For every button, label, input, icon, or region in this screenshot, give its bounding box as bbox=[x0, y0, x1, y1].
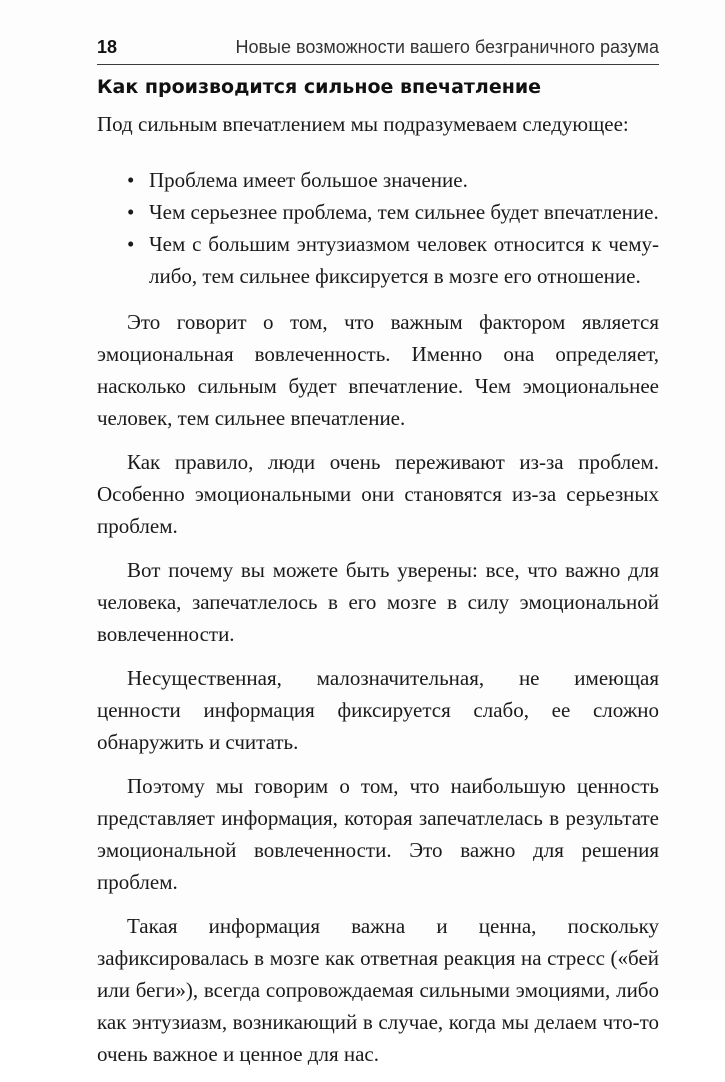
list-item bbox=[127, 228, 659, 292]
list-item-text: Проблема имеет большое значение. bbox=[149, 168, 468, 192]
bullet-icon: • bbox=[127, 200, 135, 224]
bullet-icon: • bbox=[127, 232, 135, 256]
paragraph: Вот почему вы можете быть уверены: все, что важно для человека, запечатлелось в его мозге в силу эмоциональной вовлеченности. bbox=[97, 558, 659, 646]
page-number: 18 bbox=[97, 37, 118, 57]
list-item bbox=[127, 164, 659, 196]
body-paragraphs bbox=[97, 306, 659, 1082]
paragraph: Несущественная, малозначительная, не имеющая ценности информация фиксируется слабо, ее сложно обнаружить и считать. bbox=[97, 666, 659, 754]
intro-text: Под сильным впечатлением мы подразумеваем следующее: bbox=[97, 112, 629, 136]
paragraph: Поэтому мы говорим о том, что наибольшую ценность представляет информация, которая запечатлелась в результате эмоциональной вовлеченности. Это важно для решения проблем. bbox=[97, 774, 659, 894]
list-item-text: Чем серьезнее проблема, тем сильнее будет впечатление. bbox=[149, 200, 659, 224]
section-heading: Как производится сильное впечатление bbox=[97, 76, 542, 98]
paragraph: Это говорит о том, что важным фактором является эмоциональная вовлеченность. Именно она определяет, насколько сильным будет впечатление. Чем эмоциональнее человек, тем сильнее впечатление. bbox=[97, 310, 659, 430]
bullet-icon: • bbox=[127, 168, 135, 192]
running-title: Новые возможности вашего безграничного разума bbox=[235, 37, 659, 57]
bullet-list bbox=[127, 164, 659, 292]
paragraph: Такая информация важна и ценна, поскольку зафиксировалась в мозге как ответная реакция на стресс («бей или беги»), всегда сопровождаемая сильными эмоциями, либо как энтузиазм, возникающий в случае, когда мы делаем что-то очень важное и ценное для нас. bbox=[97, 914, 659, 1066]
list-item-text: Чем с большим энтузиазмом человек относится к чему-либо, тем сильнее фиксируется в мозге его отношение. bbox=[149, 232, 659, 288]
page-header bbox=[97, 34, 659, 65]
list-item bbox=[127, 196, 659, 228]
paragraph: Как правило, люди очень переживают из-за проблем. Особенно эмоциональными они становятся из-за серьезных проблем. bbox=[97, 450, 659, 538]
